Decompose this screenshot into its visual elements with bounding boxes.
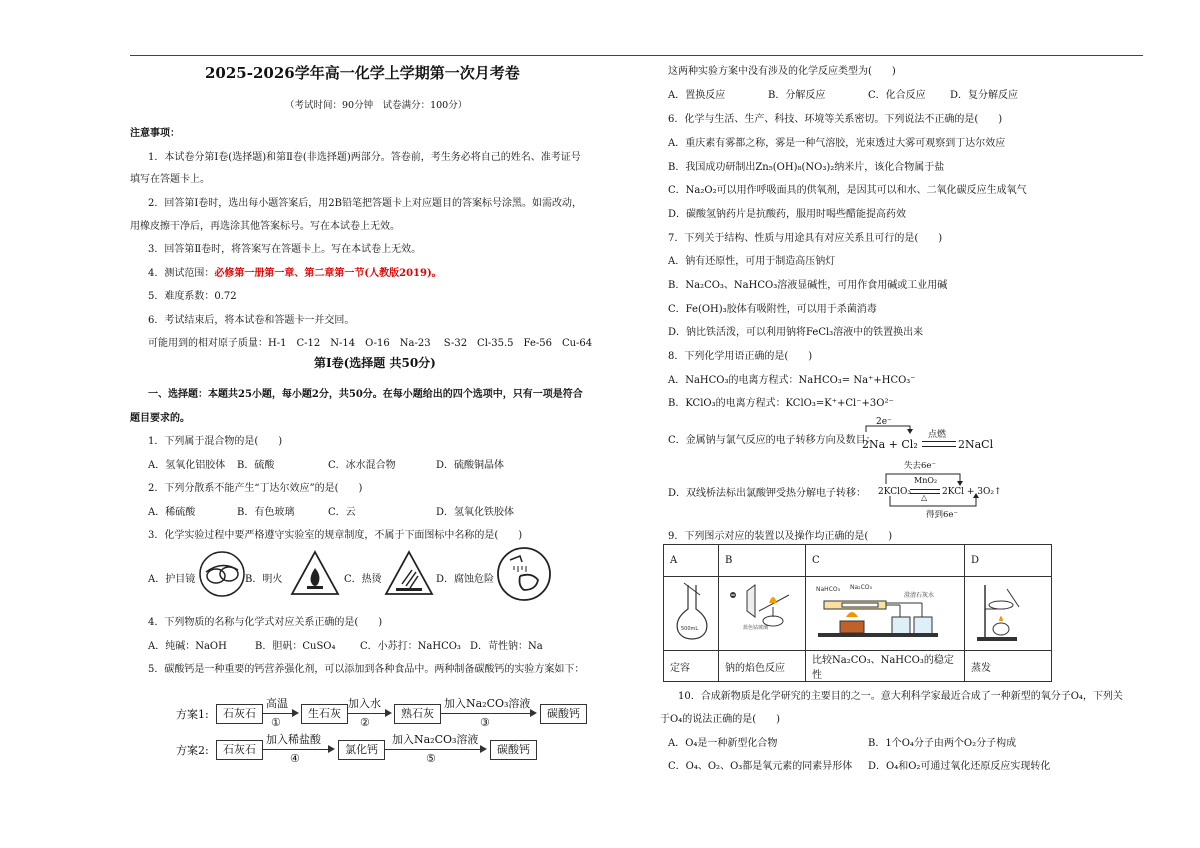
option: B．分解反应 — [768, 90, 826, 101]
option: B．有色玻璃 — [237, 507, 295, 518]
header-rule — [130, 55, 1143, 56]
notice-line: 4．测试范围：必修第一册第一章、第二章第一节(人教版2019)。 — [148, 268, 442, 279]
equation-right: 2KCl + 3O₂↑ — [942, 487, 1002, 497]
option: C．小苏打：NaHCO₃ — [360, 641, 461, 652]
option: A．O₄是一种新型化合物 — [668, 738, 778, 749]
option: D．氢氧化铁胶体 — [436, 507, 515, 518]
option: B．1个O₄分子由两个O₂分子构成 — [868, 738, 1017, 749]
exam-title: 2025-2026学年高一化学上学期第一次月考卷 — [205, 64, 520, 82]
option: A．重庆素有雾都之称，雾是一种气溶胶，光束透过大雾可观察到丁达尔效应 — [668, 138, 1006, 149]
flow-condition: 加入Na₂CO₃溶液 — [392, 733, 479, 746]
apparatus-b — [719, 577, 806, 651]
option: D．复分解反应 — [950, 90, 1019, 101]
atomic-masses: 可能用到的相对原子质量：H-1 C-12 N-14 O-16 Na-23 S-32 Cl-35.5 Fe-56 Cu-64 — [148, 338, 593, 349]
flow-step: ③ — [480, 716, 490, 729]
col-head: D — [965, 545, 1052, 577]
flow-step: ① — [271, 716, 281, 729]
flow-box: 石灰石 — [216, 740, 263, 760]
apparatus-a — [664, 577, 719, 651]
section-title: 第Ⅰ卷(选择题 共50分) — [314, 356, 436, 370]
equation-right: 2NaCl — [958, 438, 994, 451]
goggles-icon — [198, 550, 246, 598]
caption: 钠的焰色反应 — [719, 651, 806, 682]
option: D．硫酸铜晶体 — [436, 460, 505, 471]
question-1-stem: 1．下列属于混合物的是( ) — [148, 436, 283, 447]
notice-line: 6．考试结束后，将本试卷和答题卡一并交回。 — [148, 315, 355, 326]
corrosion-icon — [496, 546, 552, 602]
option: D．O₄和O₂可通过氧化还原反应实现转化 — [868, 761, 1051, 772]
flow-box: 碳酸钙 — [540, 704, 587, 724]
cobalt-glass-label: 蓝色钴玻璃 — [743, 625, 769, 631]
option: D．双线桥法标出氯酸钾受热分解电子转移： — [668, 488, 867, 499]
option: B．明火 — [245, 574, 283, 585]
flame-test-icon — [725, 581, 799, 643]
notice-heading: 注意事项： — [130, 128, 180, 139]
option: A．护目镜 — [148, 574, 196, 585]
notice-line: 2．回答第Ⅰ卷时，选出每小题答案后，用2B铅笔把答题卡上对应题目的答案标号涂黑。如需改动， — [148, 198, 583, 209]
heat-symbol: △ — [921, 493, 928, 502]
option: B．硫酸 — [237, 460, 275, 471]
option: A．置换反应 — [668, 90, 726, 101]
question-5-stem: 5．碳酸钙是一种重要的钙营养强化剂，可以添加到各种食品中。两种制备碳酸钙的实验方案如下： — [148, 664, 585, 675]
col-head: B — [719, 545, 806, 577]
option: B．KClO₃的电离方程式：KClO₃=K⁺+Cl⁻+3O²⁻ — [668, 398, 894, 409]
question-4-stem: 4．下列物质的名称与化学式对应关系正确的是( ) — [148, 617, 383, 628]
option: C．云 — [328, 507, 356, 518]
option: C．热烫 — [344, 574, 382, 585]
option: B．Na₂CO₃、NaHCO₃溶液显碱性，可用作食用碱或工业用碱 — [668, 280, 948, 291]
plan-2-label: 方案2: — [176, 744, 209, 757]
question-9-stem: 9．下列图示对应的装置以及操作均正确的是( ) — [668, 531, 893, 542]
option: C．冰水混合物 — [328, 460, 396, 471]
option: C．Fe(OH)₃胶体有吸附性，可以用于杀菌消毒 — [668, 304, 877, 315]
option: D．苛性钠：Na — [470, 641, 543, 652]
plan-1-label: 方案1: — [176, 708, 209, 721]
col-head: A — [664, 545, 719, 577]
equals-sign — [922, 441, 956, 447]
svg-text:NaHCO₃: NaHCO₃ — [816, 586, 840, 593]
exam-subtitle: （考试时间：90分钟 试卷满分：100分） — [285, 100, 468, 111]
lost-electrons: 失去6e⁻ — [904, 461, 936, 471]
option: A．NaHCO₃的电离方程式：NaHCO₃= Na⁺+HCO₃⁻ — [668, 375, 916, 386]
notice-line: 填写在答题卡上。 — [130, 174, 210, 185]
equation-left: 2KClO₃ — [878, 487, 911, 497]
option: D．腐蚀危险 — [436, 574, 495, 585]
caption: 比较Na₂CO₃、NaHCO₃的稳定性 — [806, 651, 965, 682]
caption: 定容 — [664, 651, 719, 682]
option: A．钠有还原性，可用于制造高压钠灯 — [668, 256, 836, 267]
flow-step: ⑤ — [426, 752, 436, 765]
flow-condition: 加入Na₂CO₃溶液 — [444, 697, 531, 710]
notice-line: 1．本试卷分第Ⅰ卷(选择题)和第Ⅱ卷(非选择题)两部分。答卷前，考生务必将自己的姓名、准考证号 — [148, 152, 581, 163]
section-intro: 题目要求的。 — [130, 413, 190, 424]
test-range: 必修第一册第一章、第二章第一节(人教版2019)。 — [214, 268, 442, 279]
svg-text:澄清石灰水: 澄清石灰水 — [904, 592, 935, 599]
question-7-stem: 7．下列关于结构、性质与用途具有对应关系且可行的是( ) — [668, 233, 943, 244]
option: A．氢氧化铝胶体 — [148, 460, 226, 471]
flame-warning-icon — [290, 550, 340, 596]
question-5-cont: 这两种实验方案中没有涉及的化学反应类型为( ) — [668, 66, 896, 77]
question-10-stem: 10．合成新物质是化学研究的主要目的之一。意大利科学家最近合成了一种新型的氧分子O₄，下列关 — [678, 691, 1123, 702]
notice-line: 用橡皮擦干净后，再选涂其他答案标号。写在本试卷上无效。 — [130, 221, 400, 232]
flow-box: 氯化钙 — [338, 740, 385, 760]
flow-condition: 加入稀盐酸 — [266, 733, 321, 746]
flow-box: 生石灰 — [301, 704, 348, 724]
question-2-stem: 2．下列分散系不能产生“丁达尔效应”的是( ) — [148, 483, 363, 494]
flow-box: 石灰石 — [216, 704, 263, 724]
apparatus-table — [663, 544, 1052, 682]
option: C．化合反应 — [868, 90, 926, 101]
flow-step: ④ — [290, 752, 300, 765]
col-head: C — [806, 545, 965, 577]
option: C．O₄、O₂、O₃都是氧元素的同素异形体 — [668, 761, 853, 772]
flow-step: ② — [360, 716, 370, 729]
flow-box: 熟石灰 — [394, 704, 441, 724]
notice-line: 3．回答第Ⅱ卷时，将答案写在答题卡上。写在本试卷上无效。 — [148, 244, 422, 255]
caption: 蒸发 — [965, 651, 1052, 682]
apparatus-c — [806, 577, 965, 651]
stability-setup-icon — [812, 581, 958, 643]
svg-text:Na₂CO₃: Na₂CO₃ — [850, 584, 872, 591]
option: A．纯碱：NaOH — [148, 641, 227, 652]
question-6-stem: 6．化学与生活、生产、科技、环境等关系密切。下列说法不正确的是( ) — [668, 114, 1003, 125]
evaporation-setup-icon — [971, 581, 1033, 643]
volumetric-flask-icon — [670, 581, 712, 643]
equation-condition: 点燃 — [928, 430, 947, 440]
option: C．Na₂O₂可以用作呼吸面具的供氧剂，是因其可以和水、二氧化碳反应生成氧气 — [668, 185, 1027, 196]
catalyst: MnO₂ — [914, 476, 938, 485]
equation-left: 2Na + Cl₂ — [862, 438, 918, 451]
option: C．金属钠与氯气反应的电子转移方向及数目： — [668, 435, 876, 446]
electron-count: 2e⁻ — [876, 417, 892, 427]
question-8-stem: 8．下列化学用语正确的是( ) — [668, 351, 813, 362]
flask-volume: 500mL — [681, 626, 699, 632]
option: B．胆矾：CuSO₄ — [255, 641, 336, 652]
notice-line: 5．难度系数：0.72 — [148, 291, 237, 302]
flow-condition: 加入水 — [348, 697, 381, 710]
apparatus-d — [965, 577, 1052, 651]
gained-electrons: 得到6e⁻ — [926, 510, 958, 520]
option: D．碳酸氢钠药片是抗酸药，服用时喝些醋能提高药效 — [668, 209, 907, 220]
option: D．钠比铁活泼，可以利用钠将FeCl₃溶液中的铁置换出来 — [668, 327, 924, 338]
question-10-stem: 于O₄的说法正确的是( ) — [660, 714, 781, 725]
flow-box: 碳酸钙 — [490, 740, 537, 760]
section-intro: 一、选择题：本题共25小题，每小题2分，共50分。在每小题给出的四个选项中，只有一项是符合 — [148, 389, 583, 400]
option: B．我国成功研制出Zn₅(OH)₈(NO₃)₂纳米片，该化合物属于盐 — [668, 162, 945, 173]
flow-condition: 高温 — [266, 697, 288, 710]
option: A．稀硫酸 — [148, 507, 196, 518]
hot-surface-icon — [384, 550, 434, 596]
question-3-stem: 3．化学实验过程中要严格遵守实验室的规章制度，不属于下面图标中名称的是( ) — [148, 530, 523, 541]
